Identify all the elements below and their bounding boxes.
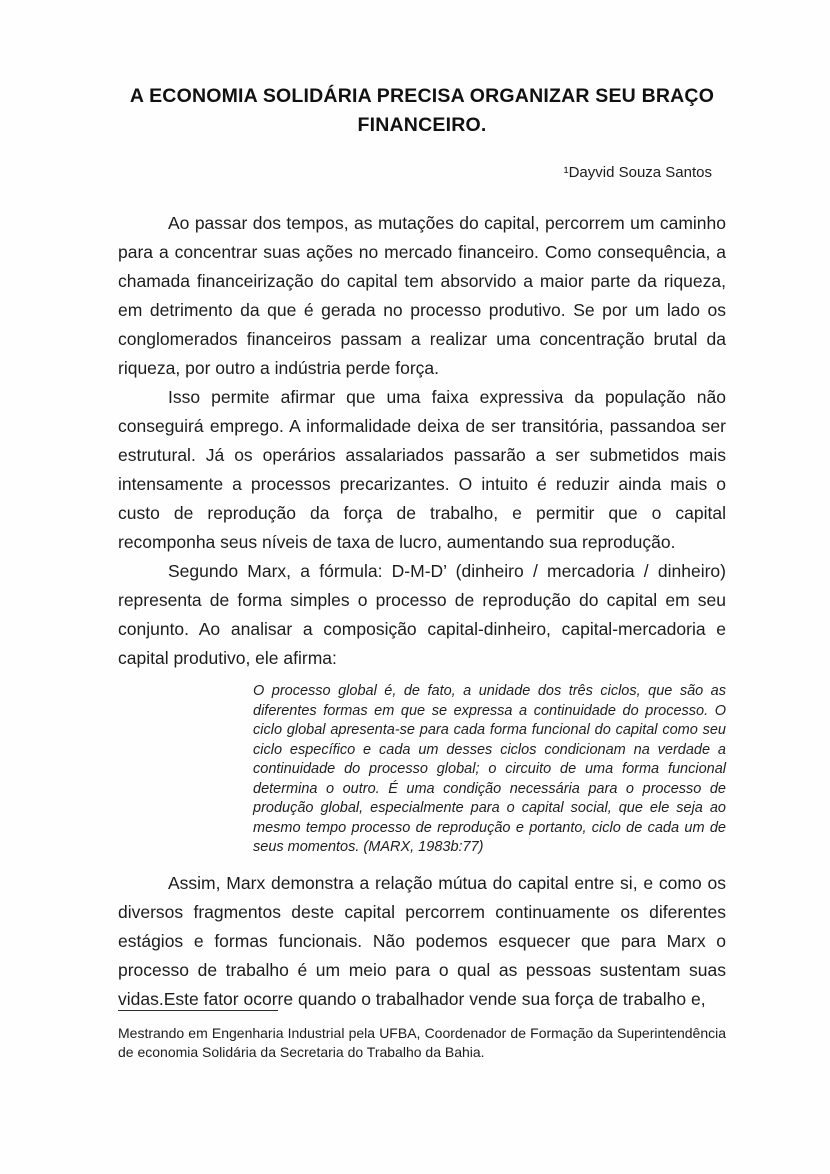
article-title-line2: FINANCEIRO. [357,114,487,136]
article-title [118,82,726,140]
footnote-text: Mestrando em Engenharia Industrial pela UFBA, Coordenador de Formação da Superintendência de economia Solidária da Secretaria do Trabalho da Bahia. [118,1025,726,1060]
body-paragraph-3: Segundo Marx, a fórmula: D-M-D’ (dinheiro / mercadoria / dinheiro) representa de forma simples o processo de reprodução do capital em seu conjunto. Ao analisar a composição capital-dinheiro, capital-mercadoria e capital produtivo, ele afirma: [118,561,726,668]
footnote-separator [118,1010,278,1011]
body-paragraph-2: Isso permite afirmar que uma faixa expressiva da população não conseguirá emprego. A informalidade deixa de ser transitória, passandoa ser estrutural. Já os operários assalariados passarão a ser submetidos mais intensamente a processos precarizantes. O intuito é reduzir ainda mais o custo de reprodução da força de trabalho, e permitir que o capital recomponha seus níveis de taxa de lucro, aumentando sua reprodução. [118,387,726,552]
author-byline: ¹Dayvid Souza Santos [563,164,712,181]
article-title-line1: A ECONOMIA SOLIDÁRIA PRECISA ORGANIZAR SEU BRAÇO [129,85,715,107]
body-paragraph-4: Assim, Marx demonstra a relação mútua do capital entre si, e como os diversos fragmentos deste capital percorrem continuamente os diferentes estágios e formas funcionais. Não podemos esquecer que para Marx o processo de trabalho é um meio para o qual as pessoas sustentam suas vidas.Este fator ocorre quando o trabalhador vende sua força de trabalho e, [118,872,726,1009]
body-paragraph-1: Ao passar dos tempos, as mutações do capital, percorrem um caminho para a concentrar suas ações no mercado financeiro. Como consequência, a chamada financeirização do capital tem absorvido a maior parte da riqueza, em detrimento da que é gerada no processo produtivo. Se por um lado os conglomerados financeiros passam a realizar uma concentração brutal da riqueza, por outro a indústria perde força. [118,213,726,378]
footnote-area [118,1010,726,1061]
block-quote-citation: O processo global é, de fato, a unidade dos três ciclos, que são as diferentes formas em que se expressa a continuidade do processo. O ciclo global apresenta-se para cada forma funcional do capital como seu ciclo específico e cada um desses ciclos condicionam na verdade a continuidade do processo global; o circuito de uma forma funcional determina o outro. É uma condição necessária para o processo de produção global, especialmente para o capital social, que ele seja ao mesmo tempo processo de reprodução e portanto, ciclo de cada um de seus momentos. (MARX, 1983b:77) [253,683,726,855]
